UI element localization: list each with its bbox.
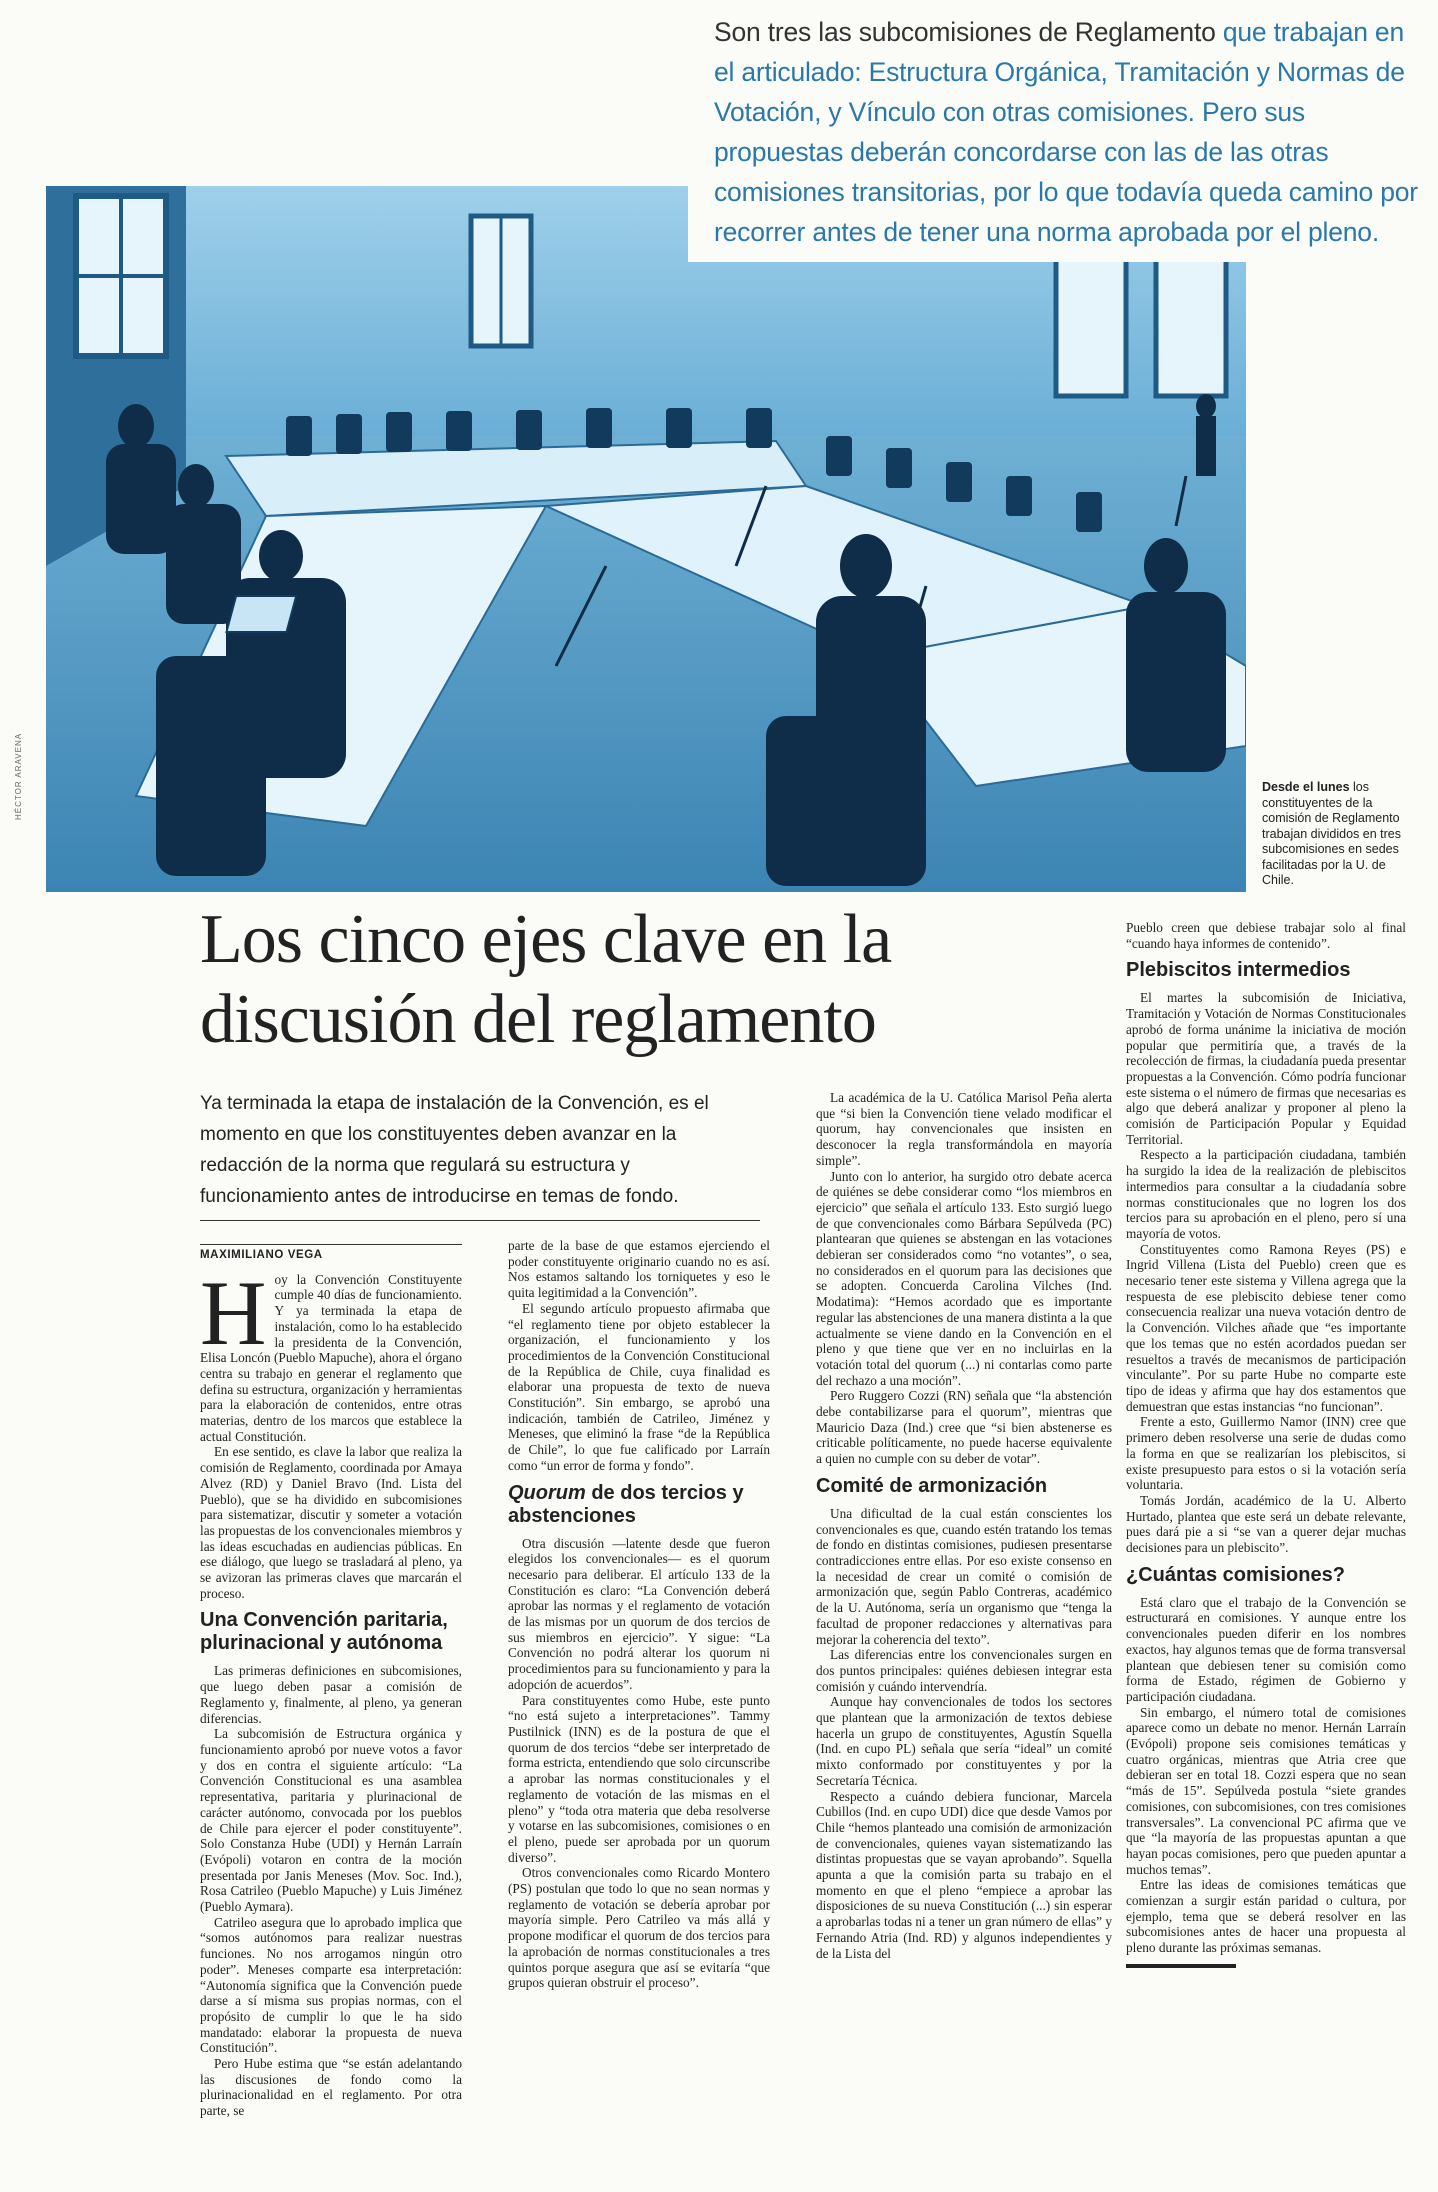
deck-text-part1: Son tres las subcomisiones de Reglamento [714, 17, 1223, 47]
column-1 [200, 1244, 462, 2119]
column-4 [1126, 920, 1406, 1968]
paragraph: Frente a esto, Guillermo Namor (INN) cree que primero deben resolverse una serie de dudas como la forma en que se realizarían los plebiscitos, si existe presupuesto para estos o si la votación sería voluntaria. [1126, 1414, 1406, 1493]
paragraph: El segundo artículo propuesto afirmaba que “el reglamento tiene por objeto establecer la organización, el funcionamiento y los procedimientos de la Convención Constitucional de la República de Chile, cuya finalidad es elaborar una propuesta de texto de nueva Constitución”. Sin embargo, se aprobó una indicación, también de Catrileo, Jiménez y Meneses, que eliminó la frase “de la República de Chile”, lo que fue calificado por Larraín como “un error de forma y fondo”. [508, 1300, 770, 1473]
lead-paragraph: Ya terminada la etapa de instalación de la Convención, es el momento en que los constituyentes deben avanzar en la redacción de la norma que regulará su estructura y funcionamiento antes de introducirse en temas de fondo. [200, 1088, 760, 1221]
paragraph: En ese sentido, es clave la labor que realiza la comisión de Reglamento, coordinada por Amaya Alvez (RD) y Daniel Bravo (Ind. Lista del Pueblo), que se ha dividido en subcomisiones para sistematizar, discutir y someter a votación las propuestas de los convencionales miembros y las ideas escuchadas en audiencias públicas. En ese diálogo, que luego se trasladará al pleno, ya se avizoran las primeras claves que marcarán el proceso. [200, 1444, 462, 1601]
paragraph: Pueblo creen que debiese trabajar solo al final “cuando haya informes de contenido”. [1126, 920, 1406, 951]
headline: Los cinco ejes clave en la discusión del reglamento [200, 901, 892, 1058]
paragraph: Entre las ideas de comisiones temáticas que comienzan a surgir están paridad o cultura, por ejemplo, tema que se deberá resolver en las subcomisiones antes de hacer una propuesta al pleno durante las próximas semanas. [1126, 1877, 1406, 1956]
paragraph: Las primeras definiciones en subcomisiones, que luego deben pasar a comisión de Reglamento y, finalmente, al pleno, ya generan diferencias. [200, 1663, 462, 1726]
paragraph: Una dificultad de la cual están conscientes los convencionales es que, cuando estén tratando los temas de fondo en distintas comisiones, pudiesen presentarse contradicciones entre ellas. Por eso existe consenso en la necesidad de crear un comité o comisión de armonización que, según Pablo Contreras, académico de la U. Autónoma, sería un organismo que “tenga la facultad de proponer redacciones y alternativas para mejorar la coherencia del texto”. [816, 1505, 1112, 1647]
paragraph: Respecto a cuándo debiera funcionar, Marcela Cubillos (Ind. en cupo UDI) dice que desde Vamos por Chile “hemos planteado una comisión de armonización de convencionales, quienes vayan sistematizando las distintas propuestas que se vayan aprobando”. Squella apunta a que la comisión parta su trabajo en el momento en que el pleno “empiece a aprobar las disposiciones de su nueva Constitución (...) sin esperar a aprobarlas todas ni a tener un gran número de ellas” y Fernando Atria (Ind. RD) y algunos independientes y de la Lista del [816, 1788, 1112, 1961]
meeting-room-illustration [46, 186, 1246, 892]
subheading: Comité de armonización [816, 1474, 1048, 1497]
paragraph: Otros convencionales como Ricardo Montero (PS) postulan que todo lo que no sean normas y reglamento de votación se debería aprobar por mayoría simple. Pero Catrileo va más allá y propone modificar el quorum de dos tercios para la aprobación de normas constitucionales a tres quintos porque asegura que así se evitaría “que grupos quieran obstruir el proceso”. [508, 1865, 770, 1991]
paragraph: Está claro que el trabajo de la Convención se estructurará en comisiones. Y aunque entre los convencionales pueden diferir en los nombres exactos, hay algunos temas que de forma transversal plantean que debiesen tener su comisión como forma de Estado, régimen de Gobierno y participación ciudadana. [1126, 1594, 1406, 1704]
paragraph: Para constituyentes como Hube, este punto “no está sujeto a interpretaciones”. Tammy Pustilnick (INN) es de la postura de que el quorum de dos tercios “debe ser interpretado de forma estricta, entendiendo que solo circunscribe a aprobar las normas constitucionales y el reglamento de votación de las mismas en el pleno” y “toda otra materia que deba resolverse y votarse en las subcomisiones, comisiones o en el pleno, puede ser aprobada por un quorum diverso”. [508, 1692, 770, 1865]
paragraph: Las diferencias entre los convencionales surgen en dos puntos principales: quiénes debiesen integrar esta comisión y cuándo intervendría. [816, 1647, 1112, 1694]
paragraph: Sin embargo, el número total de comisiones aparece como un debate no menor. Hernán Larraín (Evópoli) propone seis comisiones temáticas y cuatro orgánicas, mientras que Atria cree que debieran ser en total 18. Cozzi espera que no sean “más de 15”. Sepúlveda postula “siete grandes comisiones, con subcomisiones, con tres comisiones transversales”. La convencional PC afirma que ve que “la mayoría de las propuestas apuntan a que hayan pocas comisiones, pero que pueden apuntar a muchos temas”. [1126, 1704, 1406, 1877]
paragraph: Pero Hube estima que “se están adelantando las discusiones de fondo como la plurinacionalidad en el reglamento. Por otra parte, se [200, 2056, 462, 2119]
subheading: Plebiscitos intermedios [1126, 959, 1351, 982]
deck-text-part2: que trabajan en el articulado: Estructura Orgánica, Tramitación y Normas de Votación, y Vínculo con otras comisiones. Pero sus propuestas deberán concordarse con las de las otras comisiones transitorias, por lo que todavía queda camino por recorrer antes de tener una norma aprobada por el pleno. [714, 17, 1418, 247]
paragraph: El martes la subcomisión de Iniciativa, Tramitación y Votación de Normas Constitucionales aprobó de forma unánime la iniciativa de moción popular que permitiría que, a través de la recolección de firmas, la ciudadanía pueda presentar propuestas a la Convención. Cómo podría funcionar este sistema o el número de firmas que necesarias es algo que deberá analizar y proponer al pleno la comisión de Participación Popular y Equidad Territorial. [1126, 990, 1406, 1147]
paragraph: Otra discusión —latente desde que fueron elegidos los convencionales— es el quorum necesario para deliberar. El artículo 133 de la Constitución es claro: “La Convención deberá aprobar las normas y el reglamento de votación de las mismas por un quorum de dos tercios de sus miembros en ejercicio”. Y sigue: “La Convención no podrá alterar los quorum ni procedimientos para su funcionamiento y para la adopción de acuerdos”. [508, 1535, 770, 1692]
paragraph: parte de la base de que estamos ejerciendo el poder constituyente originario cuando no es así. Nos estamos saltando los torniquetes y eso le quita legitimidad a la Convención”. [508, 1238, 770, 1301]
photo-caption [1262, 780, 1402, 889]
end-rule [1126, 1964, 1236, 1968]
paragraph: Hoy la Convención Constituyente cumple 40 días de funcionamiento. Y ya terminada la etapa de instalación, como lo ha establecido la presidenta de la Convención, Elisa Loncón (Pueblo Mapuche), ahora el órgano centra su trabajo en generar el reglamento que defina su estructura, organización y herramientas para la elaboración de contenidos, entre otras materias, dentro de los marcos que establece la actual Constitución. [200, 1261, 462, 1444]
paragraph: Pero Ruggero Cozzi (RN) señala que “la abstención debe contabilizarse para el quorum”, mientras que Mauricio Daza (Ind.) cree que “si bien abstenerse es criticable políticamente, no puede hacerse equivalente a quien no cumple con su deber de votar”. [816, 1388, 1112, 1467]
byline: MAXIMILIANO VEGA [200, 1244, 462, 1264]
caption-lead: Desde el lunes [1262, 780, 1350, 794]
paragraph: Constituyentes como Ramona Reyes (PS) e Ingrid Villena (Lista del Pueblo) creen que es necesario tener este sistema y Villena agrega que la respuesta de ese plebiscito debiese tener como consecuencia realizar una nueva votación dentro de la Convención. Vilches añade que “es importante que los temas que no estén acordados puedan ser resueltos a través de mecanismos de participación vinculante”. Por su parte Hube no comparte este tipo de ideas y afirma que hay dos estamentos que demuestran que estas instancias “no funcionan”. [1126, 1241, 1406, 1414]
article-photo [46, 186, 1246, 892]
column-2 [508, 1238, 770, 1991]
paragraph: Respecto a la participación ciudadana, también ha surgido la idea de la realización de plebiscitos intermedios para consultar a la ciudadanía sobre normas constitucionales que no logren los dos tercios para su aprobación en el pleno, pero sí una mayoría de votos. [1126, 1147, 1406, 1241]
paragraph: Catrileo asegura que lo aprobado implica que “somos autónomos para realizar nuestras funciones. No nos arrogamos ningún otro poder”. Meneses comparte esa interpretación: “Autonomía significa que la Convención puede darse a sí misma sus propias normas, con el propósito de cumplir lo que le ha sido mandatado: elaborar la propuesta de nueva Constitución”. [200, 1914, 462, 2056]
subheading: ¿Cuántas comisiones? [1126, 1563, 1345, 1586]
paragraph: Aunque hay convencionales de todos los sectores que plantean que la armonización de textos debiese hacerla un grupo de constituyentes, Agustín Squella (Ind. en cupo PL) señala que sería “ideal” un comité mixto conformado por constituyentes y por la Secretaría Técnica. [816, 1694, 1112, 1788]
subheading: Una Convención paritaria, plurinacional y autónoma [200, 1609, 448, 1655]
paragraph: La subcomisión de Estructura orgánica y funcionamiento aprobó por nueve votos a favor y dos en contra el siguiente artículo: “La Convención Constitucional es una asamblea representativa, paritaria y plurinacional de carácter autónomo, convocada por los pueblos de Chile para ejercer el poder constituyente”. Solo Constanza Hube (UDI) y Hernán Larraín (Evópoli) votaron en contra de la moción presentada por Janis Meneses (Mov. Soc. Ind.), Rosa Catrileo (Pueblo Mapuche) y Luis Jiménez (Pueblo Aymara). [200, 1726, 462, 1915]
subheading: Quorum de dos tercios y abstenciones [508, 1481, 744, 1527]
intro-deck [688, 0, 1438, 262]
paragraph: Junto con lo anterior, ha surgido otro debate acerca de quiénes se debe considerar como “los miembros en ejercicio” que señala el artículo 133. Esto surgió luego de que convencionales como Bárbara Sepúlveda (PC) plantearan que quienes se abstengan en las votaciones debieran ser considerados como “no votantes”, o sea, no considerados en el quorum para las decisiones que se adopten. Concuerda Carolina Vilches (Ind. Modatima): “Hemos acordado que es importante regular las abstenciones de una manera distinta a la que actualmente se viene dando en la Convención en el pleno y que tiene que ver en no incluirlas en la votación total del quorum (...) ni contarlas como parte del rechazo a una moción”. [816, 1168, 1112, 1388]
column-3 [816, 1090, 1112, 1961]
paragraph: Tomás Jordán, académico de la U. Alberto Hurtado, plantea que este será un debate relevante, pues dará pie a si “se van a querer dejar muchas decisiones para un plebiscito”. [1126, 1492, 1406, 1556]
paragraph: La académica de la U. Católica Marisol Peña alerta que “si bien la Convención tiene velado modificar el quorum, hay convencionales que insisten en desconocer la regla transformándola en mayoría simple”. [816, 1090, 1112, 1168]
photo-credit: HÉCTOR ARAVENA [14, 732, 23, 820]
caption-text: los constituyentes de la comisión de Reglamento trabajan divididos en tres subcomisiones en sedes facilitadas por la U. de Chile. [1262, 780, 1401, 887]
dropcap: H [200, 1261, 267, 1364]
